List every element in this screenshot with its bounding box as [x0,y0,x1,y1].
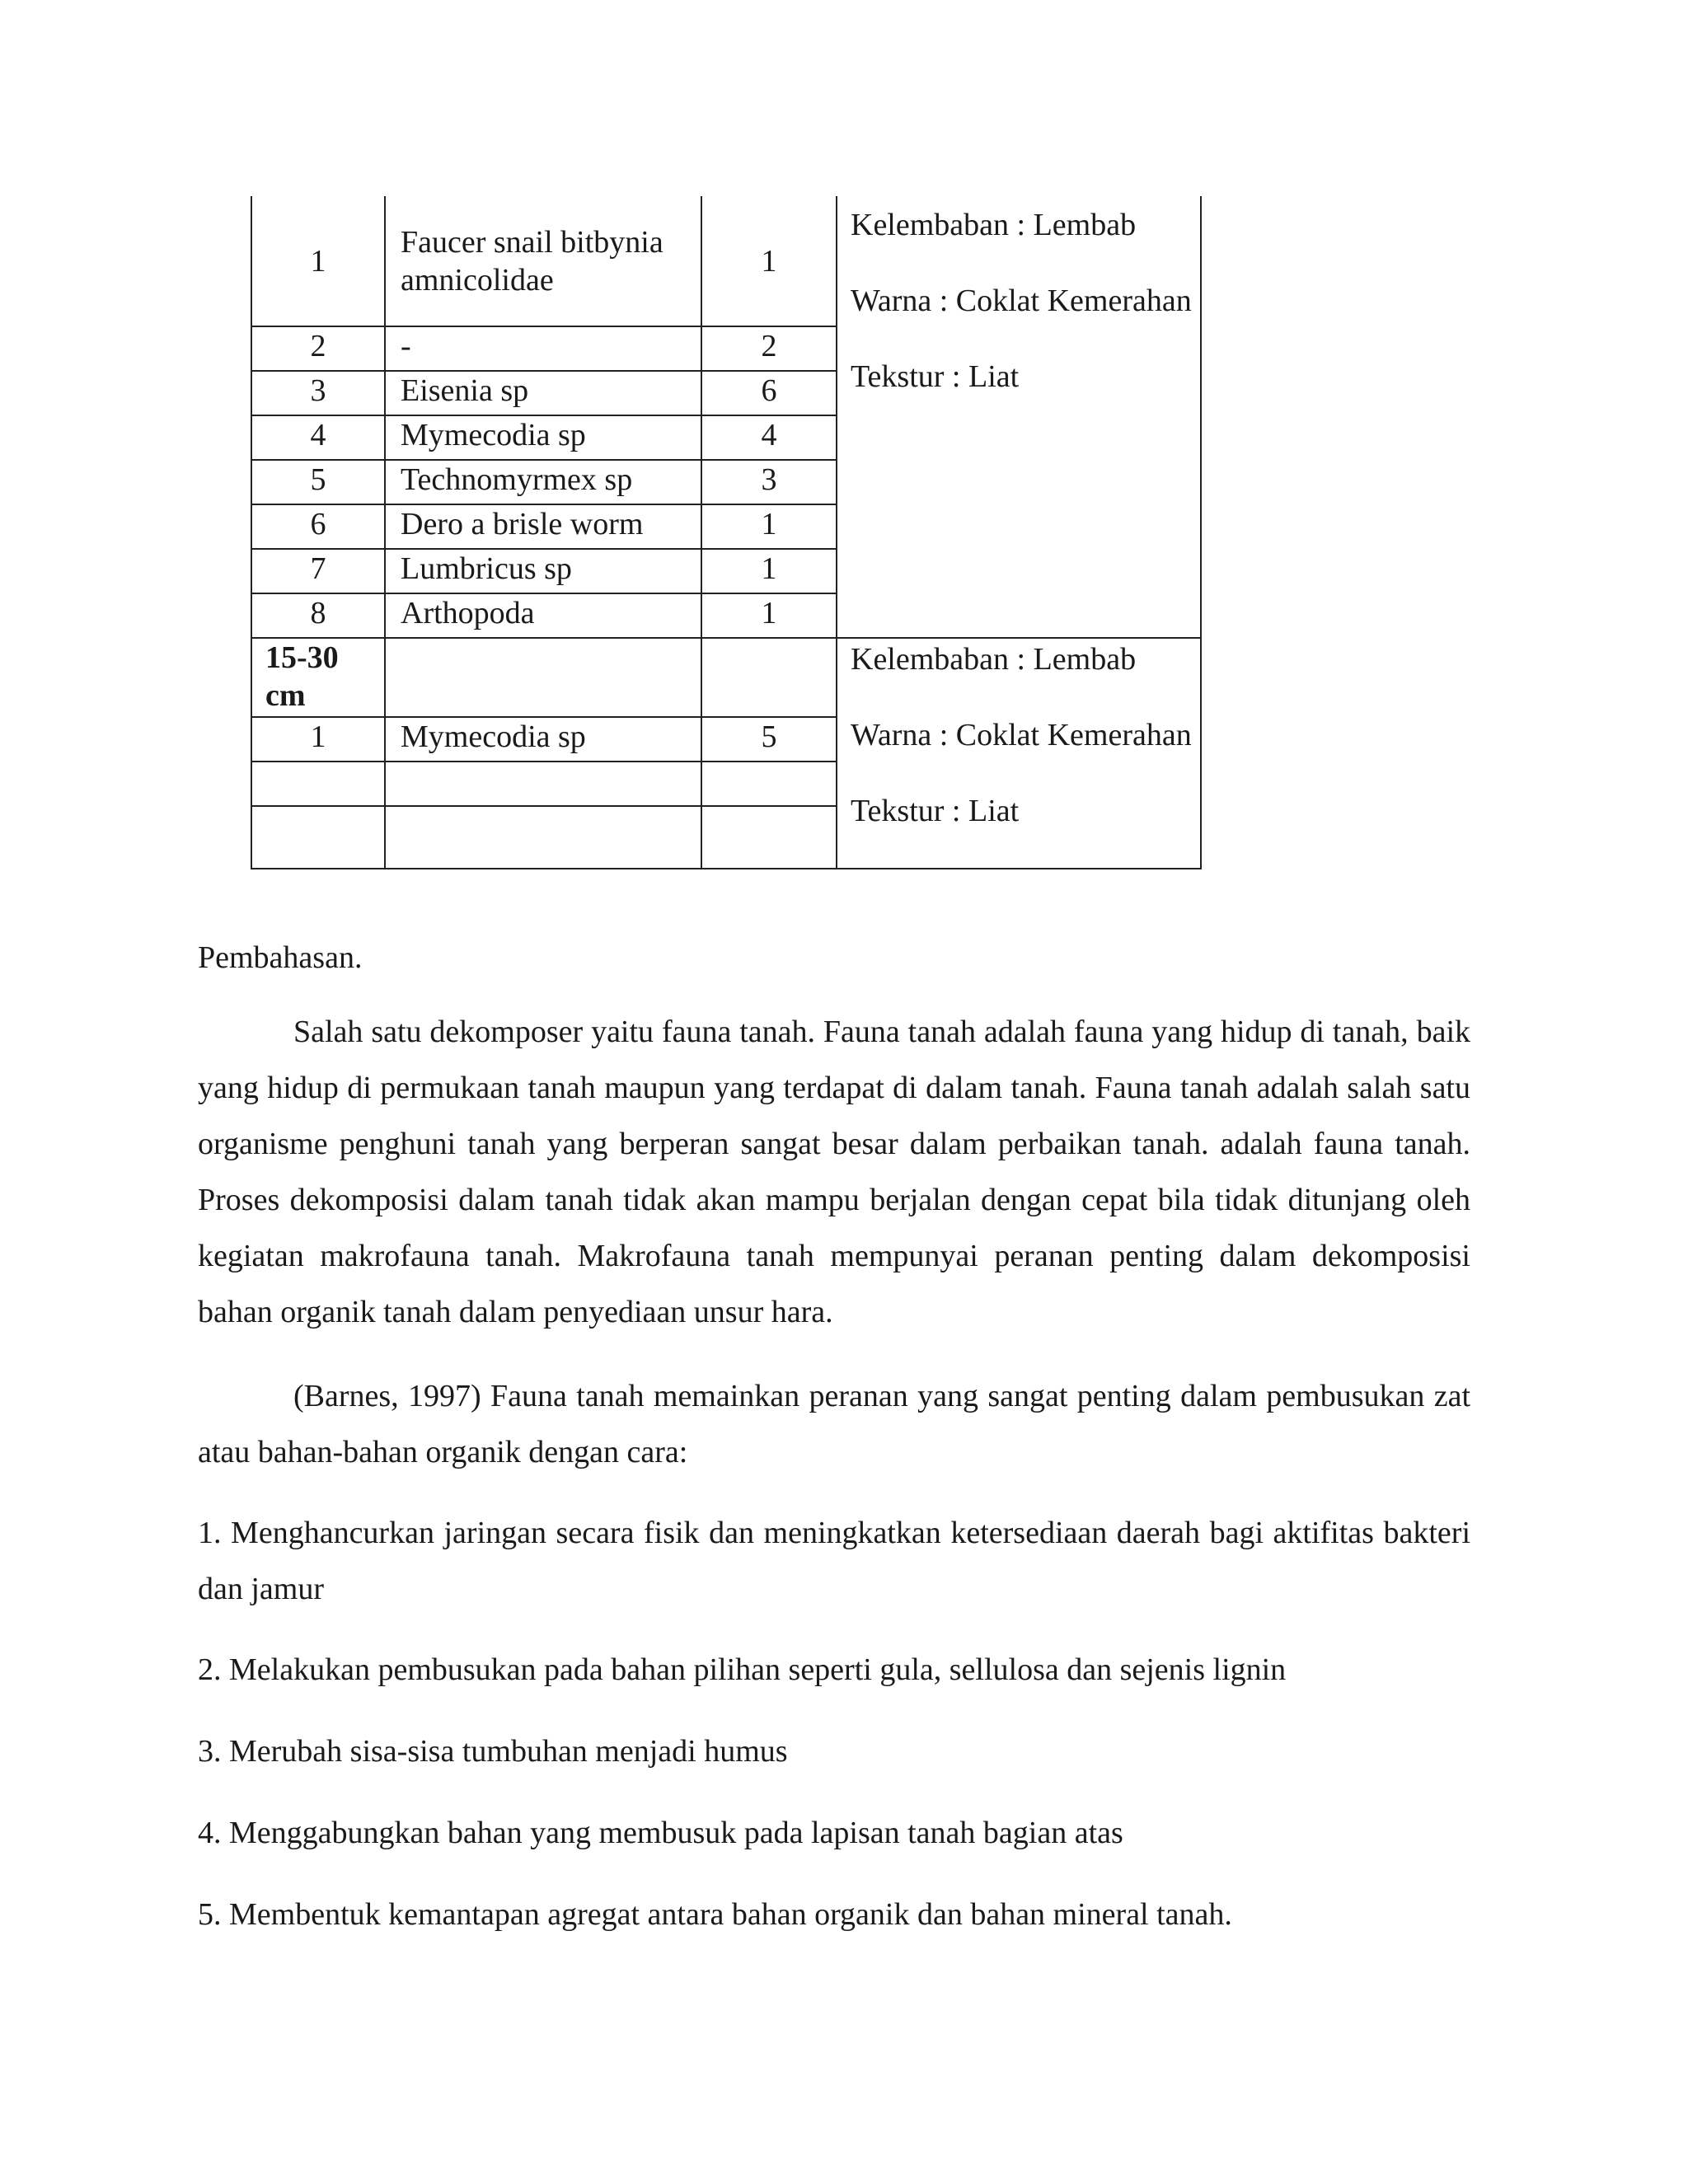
row-number: 6 [251,504,385,549]
moisture-text: Kelembaban : Lembab [851,642,1137,677]
moisture-text: Kelembaban : Lembab [851,208,1137,242]
species-count: 2 [701,326,837,371]
row-number: 3 [251,371,385,415]
row-number: 5 [251,460,385,504]
row-number: 8 [251,593,385,638]
color-text: Warna : Coklat Kemerahan [851,284,1192,318]
soil-conditions-upper [837,196,1201,638]
paragraph-barnes: (Barnes, 1997) Fauna tanah memainkan peranan yang sangat penting dalam pembusukan zat atau bahan-bahan organik dengan cara: [198,1379,1470,1469]
empty-cell [385,762,701,806]
paragraph-decomposer: Salah satu dekomposer yaitu fauna tanah. Fauna tanah adalah fauna yang hidup di tanah, baik yang hidup di permukaan tanah maupun yang terdapat di dalam tanah. Fauna tanah adalah salah satu organisme penghuni tanah yang berperan sangat besar dalam perbaikan tanah. adalah fauna tanah. Proses dekomposisi dalam tanah tidak akan mampu berjalan dengan cepat bila tidak ditunjang oleh kegiatan makrofauna tanah. Makrofauna tanah mempunyai peranan penting dalam dekomposisi bahan organik tanah dalam penyediaan unsur hara. [198,1015,1470,1329]
species-name: - [385,326,701,371]
species-name: Dero a brisle worm [385,504,701,549]
texture-text: Tekstur : Liat [851,794,1020,828]
empty-cell [701,806,837,869]
species-count: 6 [701,371,837,415]
species-count: 3 [701,460,837,504]
species-name: Mymecodia sp [385,717,701,762]
color-text: Warna : Coklat Kemerahan [851,718,1192,752]
species-name: Lumbricus sp [385,549,701,593]
empty-cell [701,638,837,717]
row-number: 4 [251,415,385,460]
list-item: 1. Menghancurkan jaringan secara fisik dan meningkatkan ketersediaan daerah bagi aktifitas bakteri dan jamur [198,1516,1470,1606]
empty-cell [251,806,385,869]
row-number: 1 [251,196,385,326]
empty-cell [385,638,701,717]
table-row [251,196,1201,326]
species-name: Technomyrmex sp [385,460,701,504]
species-name: Eisenia sp [385,371,701,415]
species-name: Faucer snail bitbynia amnicolidae [385,196,701,326]
empty-cell [701,762,837,806]
species-count: 1 [701,196,837,326]
species-name: Arthopoda [385,593,701,638]
species-count: 1 [701,549,837,593]
section-heading: Pembahasan. [198,940,363,975]
list-item: 2. Melakukan pembusukan pada bahan pilihan seperti gula, sellulosa dan sejenis lignin [198,1652,1287,1687]
species-count: 1 [701,504,837,549]
row-number: 1 [251,717,385,762]
list-item: 3. Merubah sisa-sisa tumbuhan menjadi humus [198,1734,788,1769]
list-item: 4. Menggabungkan bahan yang membusuk pada lapisan tanah bagian atas [198,1816,1123,1850]
species-name: Mymecodia sp [385,415,701,460]
depth-label: 15-30 cm [251,638,385,717]
species-count: 4 [701,415,837,460]
empty-cell [385,806,701,869]
soil-conditions-lower [837,638,1201,869]
texture-text: Tekstur : Liat [851,359,1020,394]
species-count: 1 [701,593,837,638]
species-count: 5 [701,717,837,762]
row-number: 2 [251,326,385,371]
list-item: 5. Membentuk kemantapan agregat antara bahan organik dan bahan mineral tanah. [198,1897,1232,1932]
table-row [251,638,1201,717]
empty-cell [251,762,385,806]
fauna-table [251,196,1202,869]
row-number: 7 [251,549,385,593]
